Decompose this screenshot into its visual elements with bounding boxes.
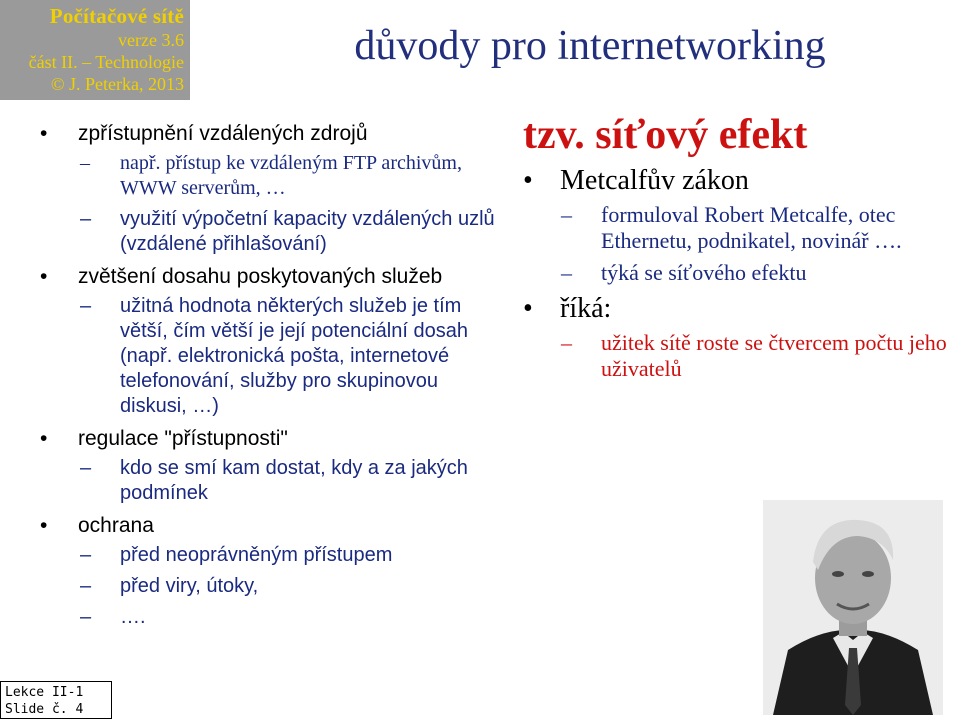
dash-icon: – [561,330,572,355]
bullet-text: zvětšení dosahu poskytovaných služeb [78,265,443,288]
bullet-text: ochrana [78,514,154,537]
dash-icon: – [80,208,92,230]
sub-bullet-text: využití výpočetní kapacity vzdálených uzlů (vzdálené přihlašování) [120,208,495,255]
dash-icon: – [80,457,92,479]
sub-bullet-item [40,456,510,506]
bullet-icon: • [523,165,533,196]
sub-bullet-item [40,207,510,257]
bullet-item [523,292,953,326]
sub-bullet-text: …. [120,606,146,628]
bullet-text: Metcalfův zákon [560,165,749,196]
sub-bullet-text: před neoprávněným přístupem [120,544,393,566]
sub-bullet-item [40,574,510,599]
bullet-text: říká: [560,293,612,324]
part-label: část II. – Technologie [28,52,184,72]
lesson-label: Lekce II-1 [5,685,84,700]
sub-bullet-item [40,294,510,419]
sub-bullet-item [523,260,953,286]
bullet-text: zpřístupnění vzdálených zdrojů [78,122,368,145]
network-effect-panel [523,110,953,388]
sub-bullet-text: užitek sítě roste se čtvercem počtu jeho uživatelů [601,330,947,381]
dash-icon: – [561,260,572,285]
bullet-text: regulace "přístupnosti" [78,427,288,450]
portrait-image [763,500,943,715]
left-bullet-list [40,120,510,636]
network-effect-title: tzv. síťový efekt [523,112,808,158]
sub-bullet-text: před viry, útoky, [120,575,259,597]
bullet-icon: • [523,293,533,324]
dash-icon: – [80,152,90,174]
course-title: Počítačové sítě [49,4,184,28]
sub-bullet-item [40,543,510,568]
bullet-icon: • [40,122,48,145]
sub-bullet-item [40,151,510,201]
course-header-box [0,0,190,100]
sub-bullet-text: formuloval Robert Metcalfe, otec Ethernetu, podnikatel, novinář …. [601,202,902,253]
bullet-item [40,425,510,453]
dash-icon: – [80,606,92,628]
bullet-icon: • [40,514,48,537]
portrait-photo [763,500,943,715]
bullet-item [523,164,953,198]
dash-icon: – [80,575,92,597]
bullet-item [40,120,510,148]
slide-number-label: Slide č. 4 [5,702,84,717]
version-label: verze 3.6 [118,30,184,50]
sub-bullet-item [523,330,953,382]
lesson-slide-box [0,681,112,719]
dash-icon: – [80,295,92,317]
sub-bullet-item [40,605,510,630]
copyright-label: © J. Peterka, 2013 [50,74,184,94]
bullet-item [40,263,510,291]
sub-bullet-text: např. přístup ke vzdáleným FTP archivům, WWW serverům, … [120,152,462,199]
dash-icon: – [561,202,572,227]
bullet-item [40,512,510,540]
bullet-icon: • [40,427,48,450]
sub-bullet-text: týká se síťového efektu [601,260,807,285]
sub-bullet-item [523,202,953,254]
slide-title: důvody pro internetworking [354,23,826,69]
bullet-icon: • [40,265,48,288]
sub-bullet-text: kdo se smí kam dostat, kdy a za jakých podmínek [120,457,468,504]
sub-bullet-text: užitná hodnota některých služeb je tím větší, čím větší je její potenciální dosah (např. elektronická pošta, internetové telefonování, služby pro skupinovou diskusi, …) [120,295,468,417]
dash-icon: – [80,544,92,566]
